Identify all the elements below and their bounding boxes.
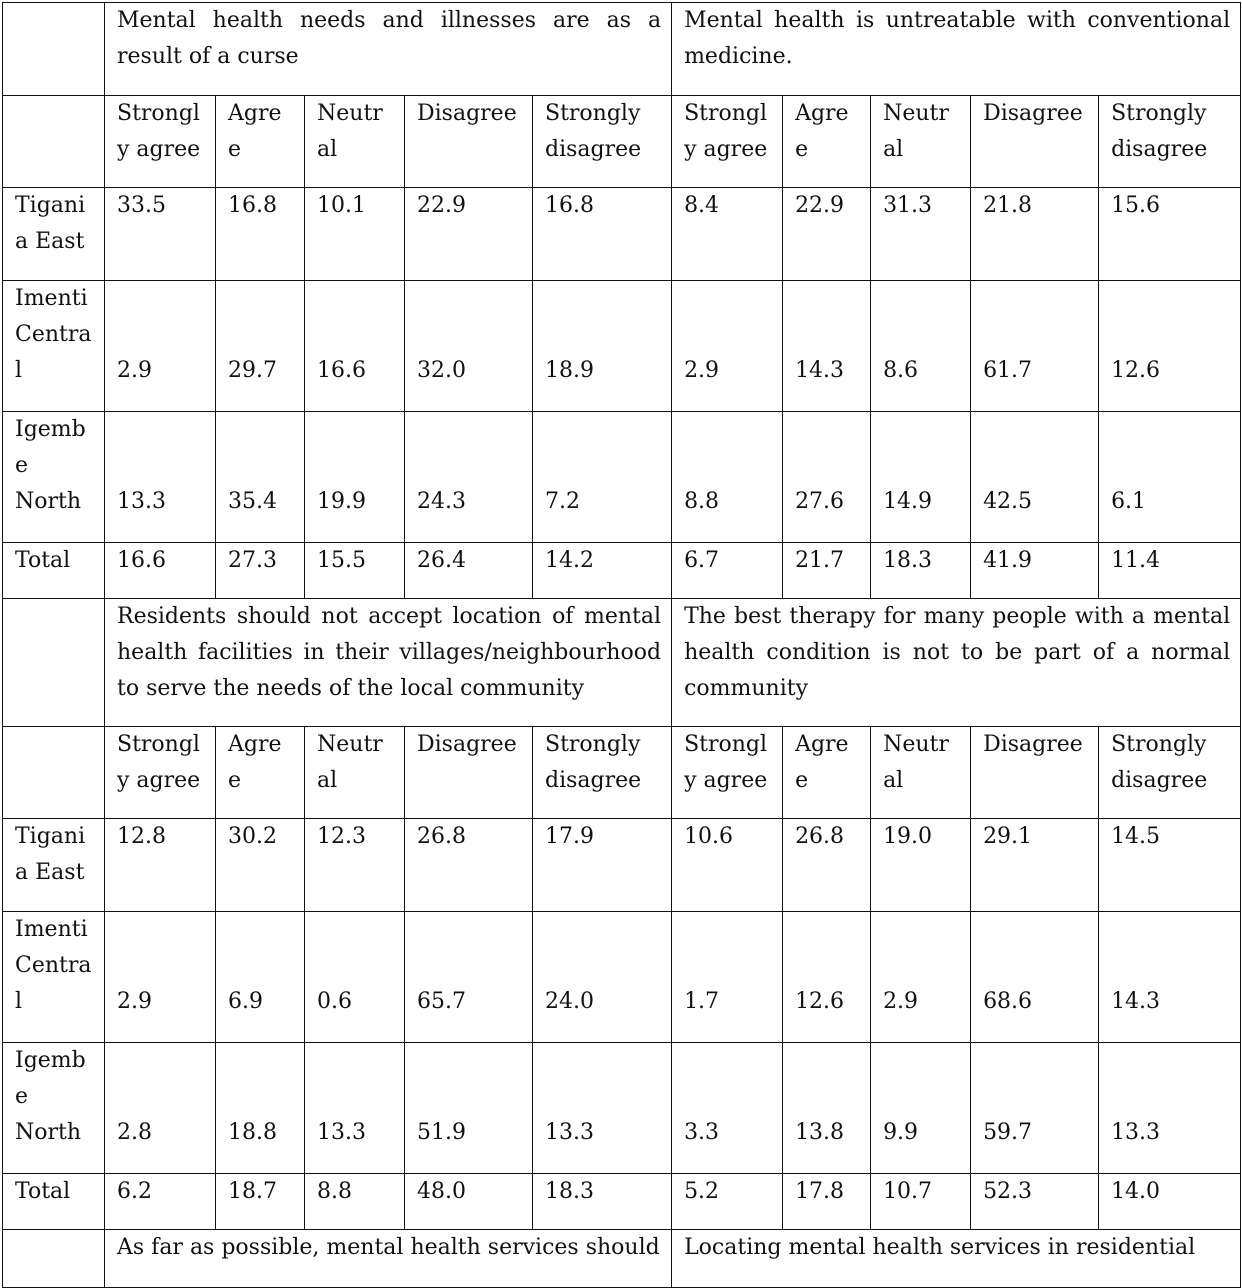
value-cell: 1.7 — [672, 912, 783, 1043]
value-cell: 13.3 — [305, 1043, 405, 1174]
left-statement: Mental health needs and illnesses are as a result of a curse — [105, 3, 672, 96]
column-header: Neutr al — [871, 727, 971, 819]
value-cell: 14.3 — [783, 281, 871, 412]
table-body — [3, 3, 1241, 1288]
column-header: Disagree — [971, 727, 1099, 819]
value-cell: 10.6 — [672, 819, 783, 912]
value-cell: 16.6 — [305, 281, 405, 412]
statement-row — [3, 3, 1241, 96]
value-cell: 52.3 — [971, 1174, 1099, 1230]
value-cell: 8.4 — [672, 188, 783, 281]
value-cell: 15.5 — [305, 543, 405, 599]
value-cell: 68.6 — [971, 912, 1099, 1043]
column-header: Strongly disagree — [1099, 96, 1241, 188]
statement-row — [3, 599, 1241, 727]
value-cell: 16.6 — [105, 543, 216, 599]
value-cell: 2.9 — [871, 912, 971, 1043]
row-label: Igemb e North — [3, 1043, 105, 1174]
value-cell: 35.4 — [216, 412, 305, 543]
left-statement: Residents should not accept location of mental health facilities in their villages/neighbourhood to serve the needs of the local community — [105, 599, 672, 727]
row-label: Igemb e North — [3, 412, 105, 543]
column-header: Disagree — [405, 727, 533, 819]
value-cell: 18.3 — [871, 543, 971, 599]
row-label: Total — [3, 543, 105, 599]
table-row-tigania-east — [3, 819, 1241, 912]
value-cell: 9.9 — [871, 1043, 971, 1174]
value-cell: 2.9 — [105, 912, 216, 1043]
value-cell: 14.5 — [1099, 819, 1241, 912]
column-header: Neutr al — [305, 96, 405, 188]
empty-corner-cell — [3, 3, 105, 96]
value-cell: 48.0 — [405, 1174, 533, 1230]
empty-header-cell — [3, 727, 105, 819]
row-label: Imenti Centra l — [3, 281, 105, 412]
value-cell: 3.3 — [672, 1043, 783, 1174]
table-row-total — [3, 543, 1241, 599]
survey-table — [2, 2, 1241, 1288]
column-header: Strongl y agree — [672, 727, 783, 819]
value-cell: 24.0 — [533, 912, 672, 1043]
column-header: Strongly disagree — [533, 96, 672, 188]
value-cell: 32.0 — [405, 281, 533, 412]
value-cell: 6.7 — [672, 543, 783, 599]
value-cell: 2.9 — [672, 281, 783, 412]
table-row-imenti-central — [3, 281, 1241, 412]
column-header: Agre e — [216, 727, 305, 819]
column-header: Strongly disagree — [533, 727, 672, 819]
column-header-row — [3, 727, 1241, 819]
table-row-tigania-east — [3, 188, 1241, 281]
value-cell: 12.6 — [783, 912, 871, 1043]
value-cell: 19.0 — [871, 819, 971, 912]
value-cell: 16.8 — [533, 188, 672, 281]
value-cell: 18.3 — [533, 1174, 672, 1230]
value-cell: 18.7 — [216, 1174, 305, 1230]
statement-row — [3, 1230, 1241, 1288]
value-cell: 12.3 — [305, 819, 405, 912]
value-cell: 41.9 — [971, 543, 1099, 599]
row-label: Tigani a East — [3, 188, 105, 281]
column-header: Disagree — [971, 96, 1099, 188]
column-header: Disagree — [405, 96, 533, 188]
value-cell: 13.3 — [533, 1043, 672, 1174]
value-cell: 2.9 — [105, 281, 216, 412]
value-cell: 13.3 — [105, 412, 216, 543]
value-cell: 65.7 — [405, 912, 533, 1043]
value-cell: 27.3 — [216, 543, 305, 599]
value-cell: 29.7 — [216, 281, 305, 412]
column-header: Agre e — [783, 96, 871, 188]
value-cell: 10.7 — [871, 1174, 971, 1230]
value-cell: 5.2 — [672, 1174, 783, 1230]
empty-header-cell — [3, 96, 105, 188]
value-cell: 19.9 — [305, 412, 405, 543]
value-cell: 31.3 — [871, 188, 971, 281]
value-cell: 18.9 — [533, 281, 672, 412]
value-cell: 42.5 — [971, 412, 1099, 543]
table-row-total — [3, 1174, 1241, 1230]
value-cell: 14.3 — [1099, 912, 1241, 1043]
row-label: Total — [3, 1174, 105, 1230]
column-header: Agre e — [783, 727, 871, 819]
value-cell: 14.2 — [533, 543, 672, 599]
column-header: Strongly disagree — [1099, 727, 1241, 819]
value-cell: 18.8 — [216, 1043, 305, 1174]
value-cell: 26.8 — [783, 819, 871, 912]
column-header: Agre e — [216, 96, 305, 188]
value-cell: 7.2 — [533, 412, 672, 543]
value-cell: 24.3 — [405, 412, 533, 543]
value-cell: 17.9 — [533, 819, 672, 912]
column-header: Strongl y agree — [105, 96, 216, 188]
value-cell: 33.5 — [105, 188, 216, 281]
value-cell: 22.9 — [405, 188, 533, 281]
value-cell: 2.8 — [105, 1043, 216, 1174]
value-cell: 21.7 — [783, 543, 871, 599]
value-cell: 12.6 — [1099, 281, 1241, 412]
right-statement: Mental health is untreatable with conventional medicine. — [672, 3, 1241, 96]
value-cell: 6.1 — [1099, 412, 1241, 543]
value-cell: 17.8 — [783, 1174, 871, 1230]
value-cell: 16.8 — [216, 188, 305, 281]
value-cell: 8.8 — [672, 412, 783, 543]
column-header: Neutr al — [305, 727, 405, 819]
right-statement: Locating mental health services in residential — [672, 1230, 1241, 1288]
row-label: Tigani a East — [3, 819, 105, 912]
value-cell: 11.4 — [1099, 543, 1241, 599]
row-label: Imenti Centra l — [3, 912, 105, 1043]
value-cell: 13.8 — [783, 1043, 871, 1174]
value-cell: 13.3 — [1099, 1043, 1241, 1174]
table-row-imenti-central — [3, 912, 1241, 1043]
value-cell: 15.6 — [1099, 188, 1241, 281]
right-statement: The best therapy for many people with a mental health condition is not to be part of a normal community — [672, 599, 1241, 727]
value-cell: 21.8 — [971, 188, 1099, 281]
value-cell: 0.6 — [305, 912, 405, 1043]
value-cell: 8.6 — [871, 281, 971, 412]
value-cell: 59.7 — [971, 1043, 1099, 1174]
value-cell: 51.9 — [405, 1043, 533, 1174]
table-row-igembe-north — [3, 412, 1241, 543]
value-cell: 6.9 — [216, 912, 305, 1043]
column-header-row — [3, 96, 1241, 188]
table-row-igembe-north — [3, 1043, 1241, 1174]
empty-corner-cell — [3, 1230, 105, 1288]
value-cell: 6.2 — [105, 1174, 216, 1230]
value-cell: 61.7 — [971, 281, 1099, 412]
column-header: Strongl y agree — [672, 96, 783, 188]
value-cell: 14.0 — [1099, 1174, 1241, 1230]
left-statement: As far as possible, mental health services should — [105, 1230, 672, 1288]
value-cell: 26.4 — [405, 543, 533, 599]
value-cell: 8.8 — [305, 1174, 405, 1230]
value-cell: 14.9 — [871, 412, 971, 543]
column-header: Strongl y agree — [105, 727, 216, 819]
value-cell: 27.6 — [783, 412, 871, 543]
value-cell: 10.1 — [305, 188, 405, 281]
value-cell: 26.8 — [405, 819, 533, 912]
value-cell: 29.1 — [971, 819, 1099, 912]
column-header: Neutr al — [871, 96, 971, 188]
value-cell: 30.2 — [216, 819, 305, 912]
value-cell: 12.8 — [105, 819, 216, 912]
empty-corner-cell — [3, 599, 105, 727]
value-cell: 22.9 — [783, 188, 871, 281]
